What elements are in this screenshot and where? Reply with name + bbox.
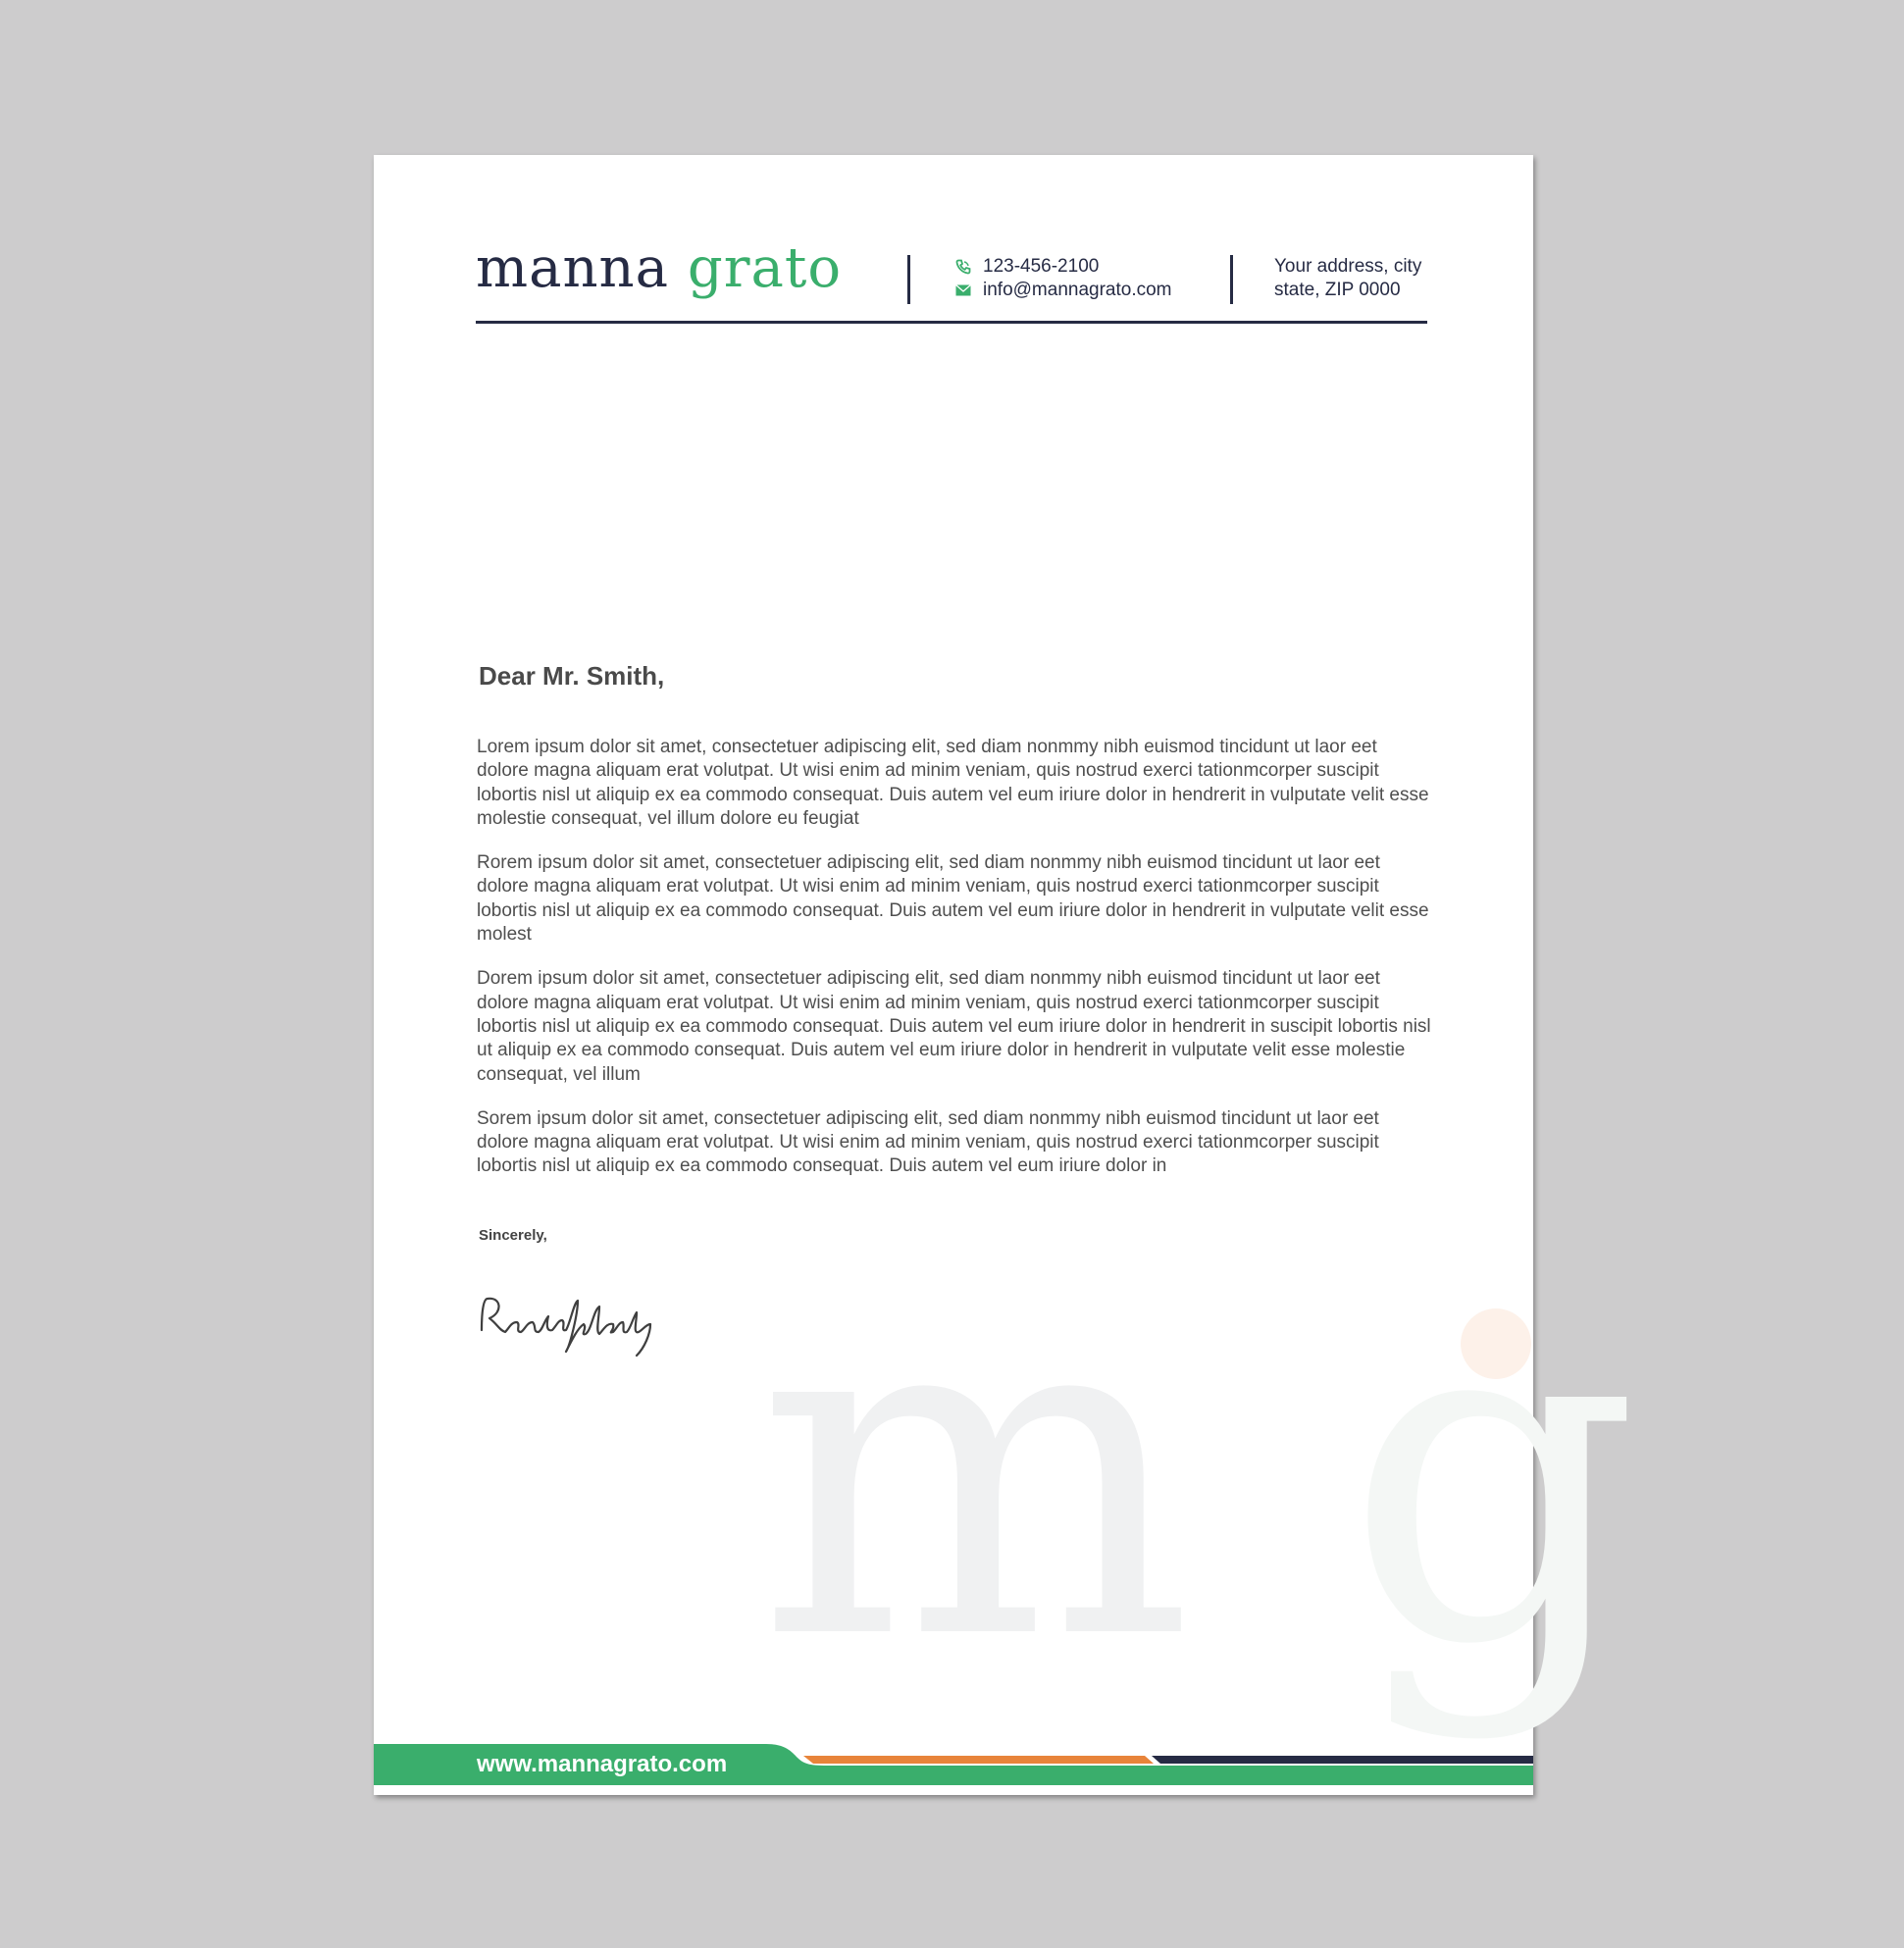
body-paragraph-3: Dorem ipsum dolor sit amet, consectetuer adipiscing elit, sed diam nonmmy nibh euismod tincidunt ut laor eet dolore magna aliquam erat volutpat. Ut wisi enim ad minim veniam, quis nostrud exerci tationmcorper suscipit lobortis nisl ut aliquip ex ea commodo consequat. Duis autem vel eum iriure dolor in hendrerit in suscipit lobortis nisl ut aliquip ex ea commodo consequat. Duis autem vel eum iriure dolor in hendrerit in vulputate velit esse molestie consequat, vel illum bbox=[477, 968, 1431, 1085]
letterhead-page bbox=[374, 155, 1640, 1795]
footer-website-link[interactable]: www.mannagrato.com bbox=[477, 1751, 728, 1777]
letter-body bbox=[477, 736, 1433, 1200]
letter-closing: Sincerely, bbox=[479, 1227, 547, 1244]
contact-block bbox=[955, 255, 1172, 302]
footer-orange-stripe bbox=[803, 1756, 1154, 1764]
body-paragraph-1: Lorem ipsum dolor sit amet, consectetuer adipiscing elit, sed diam nonmmy nibh euismod tincidunt ut laor eet dolore magna aliquam erat volutpat. Ut wisi enim ad minim veniam, quis nostrud exerci tationmcorper suscipit lobortis nisl ut aliquip ex ea commodo consequat. Duis autem vel eum iriure dolor in hendrerit in vulputate velit esse molestie consequat, vel illum dolore eu feugiat bbox=[477, 737, 1429, 829]
logo-letter-g: g bbox=[687, 236, 724, 300]
body-paragraph-4: Sorem ipsum dolor sit amet, consectetuer adipiscing elit, sed diam nonmmy nibh euismod tincidunt ut laor eet dolore magna aliquam erat volutpat. Ut wisi enim ad minim veniam, quis nostrud exerci tationmcorper suscipit lobortis nisl ut aliquip ex ea commodo consequat. Duis autem vel eum iriure dolor in bbox=[477, 1107, 1379, 1177]
brand-logo bbox=[476, 236, 843, 300]
watermark-m: m bbox=[756, 1204, 1194, 1740]
address-line-1: Your address, city bbox=[1274, 256, 1422, 277]
header-divider-2 bbox=[1230, 255, 1233, 304]
logo-word-grato bbox=[688, 236, 842, 300]
footer-navy-stripe bbox=[1152, 1756, 1533, 1764]
email-address[interactable]: info@mannagrato.com bbox=[983, 280, 1172, 300]
letter-greeting: Dear Mr. Smith, bbox=[479, 661, 665, 691]
header-divider-1 bbox=[907, 255, 910, 304]
logo-word-manna: manna bbox=[476, 236, 670, 300]
header-rule bbox=[476, 321, 1427, 324]
handwritten-signature bbox=[476, 1291, 672, 1359]
address-block bbox=[1274, 255, 1421, 302]
envelope-icon bbox=[955, 284, 983, 296]
phone-number[interactable]: 123-456-2100 bbox=[983, 256, 1100, 277]
address-line-2: state, ZIP 0000 bbox=[1274, 280, 1401, 300]
body-paragraph-2: Rorem ipsum dolor sit amet, consectetuer adipiscing elit, sed diam nonmmy nibh euismod tincidunt ut laor eet dolore magna aliquam erat volutpat. Ut wisi enim ad minim veniam, quis nostrud exerci tationmcorper suscipit lobortis nisl ut aliquip ex ea commodo consequat. Duis autem vel eum iriure dolor in hendrerit in vulputate velit esse molest bbox=[477, 852, 1429, 946]
email-row bbox=[955, 279, 1172, 302]
logo-letters-rato: rato bbox=[723, 236, 843, 300]
phone-row bbox=[955, 255, 1172, 279]
phone-icon bbox=[955, 259, 983, 275]
watermark-g: g bbox=[1345, 1208, 1640, 1745]
